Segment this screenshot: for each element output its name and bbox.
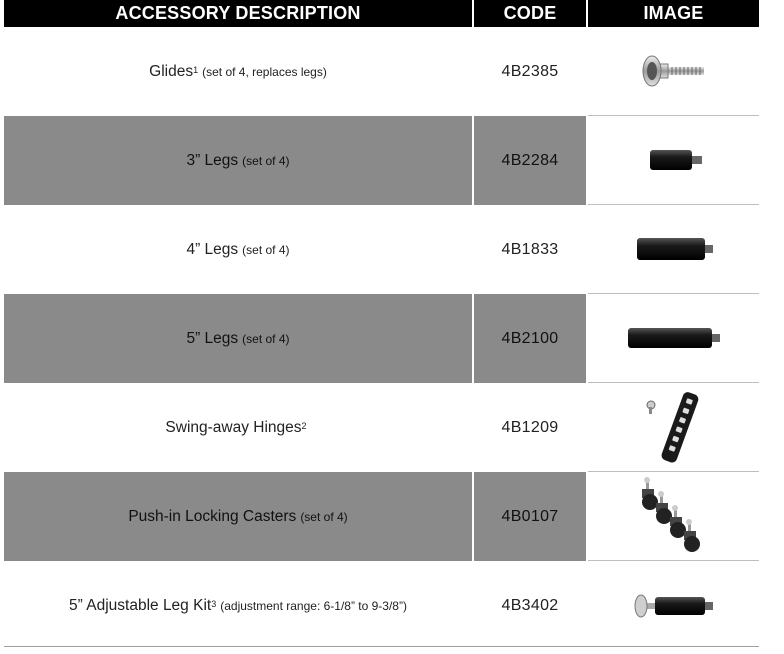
- adjustable-leg-icon: [629, 586, 719, 626]
- image-cell: [588, 561, 759, 650]
- table-row: [4, 561, 759, 650]
- image-cell: [588, 27, 759, 116]
- table-bottom-rule: [4, 646, 759, 647]
- code-cell: 4B3402: [501, 596, 559, 614]
- description-cell: [4, 205, 472, 294]
- leg-3in-icon: [634, 140, 714, 180]
- description-cell: [4, 116, 472, 205]
- item-name: Swing-away Hinges: [165, 418, 302, 436]
- item-name: 4” Legs: [186, 240, 239, 258]
- item-name: Push-in Locking Casters: [128, 507, 297, 525]
- accessory-table: [4, 0, 759, 650]
- description-cell: [4, 294, 472, 383]
- header-code: CODE: [474, 0, 586, 27]
- header-image: IMAGE: [588, 0, 759, 27]
- description-cell: [4, 383, 472, 472]
- table-header: [4, 0, 759, 27]
- image-cell: [588, 294, 759, 383]
- leg-5in-icon: [624, 318, 724, 358]
- image-cell: [588, 205, 759, 294]
- image-cell: [588, 116, 759, 205]
- footnote-ref: 3: [211, 598, 217, 609]
- code-cell: 4B2284: [474, 116, 586, 205]
- item-name: 5” Adjustable Leg Kit: [69, 596, 212, 614]
- table-row: [4, 472, 759, 561]
- item-detail: (set of 4): [242, 153, 290, 168]
- description-cell: [4, 472, 472, 561]
- footnote-ref: 1: [193, 64, 199, 75]
- code-cell: 4B0107: [474, 472, 586, 561]
- item-detail: (set of 4): [242, 242, 290, 257]
- table-row: [4, 116, 759, 205]
- description-cell: [4, 561, 472, 650]
- item-detail: (set of 4): [242, 331, 290, 346]
- casters-icon: [634, 476, 714, 556]
- table-row: [4, 294, 759, 383]
- table-row: [4, 27, 759, 116]
- code-cell: 4B1209: [501, 418, 559, 436]
- item-detail: (set of 4, replaces legs): [202, 64, 327, 79]
- glide-icon: [634, 51, 714, 91]
- code-cell: 4B2385: [501, 62, 559, 80]
- description-cell: [4, 27, 472, 116]
- leg-4in-icon: [629, 229, 719, 269]
- code-cell: 4B2100: [474, 294, 586, 383]
- image-cell: [588, 472, 759, 561]
- item-name: 3” Legs: [186, 151, 239, 169]
- item-detail: (set of 4): [300, 509, 348, 524]
- header-description: ACCESSORY DESCRIPTION: [4, 0, 472, 27]
- table-row: [4, 205, 759, 294]
- footnote-ref: 2: [301, 420, 307, 431]
- code-cell: 4B1833: [501, 240, 559, 258]
- hinge-icon: [639, 387, 709, 467]
- item-name: Glides: [149, 62, 194, 80]
- item-name: 5” Legs: [186, 329, 239, 347]
- image-cell: [588, 383, 759, 472]
- item-detail: (adjustment range: 6-1/8” to 9-3/8”): [220, 598, 407, 613]
- table-row: [4, 383, 759, 472]
